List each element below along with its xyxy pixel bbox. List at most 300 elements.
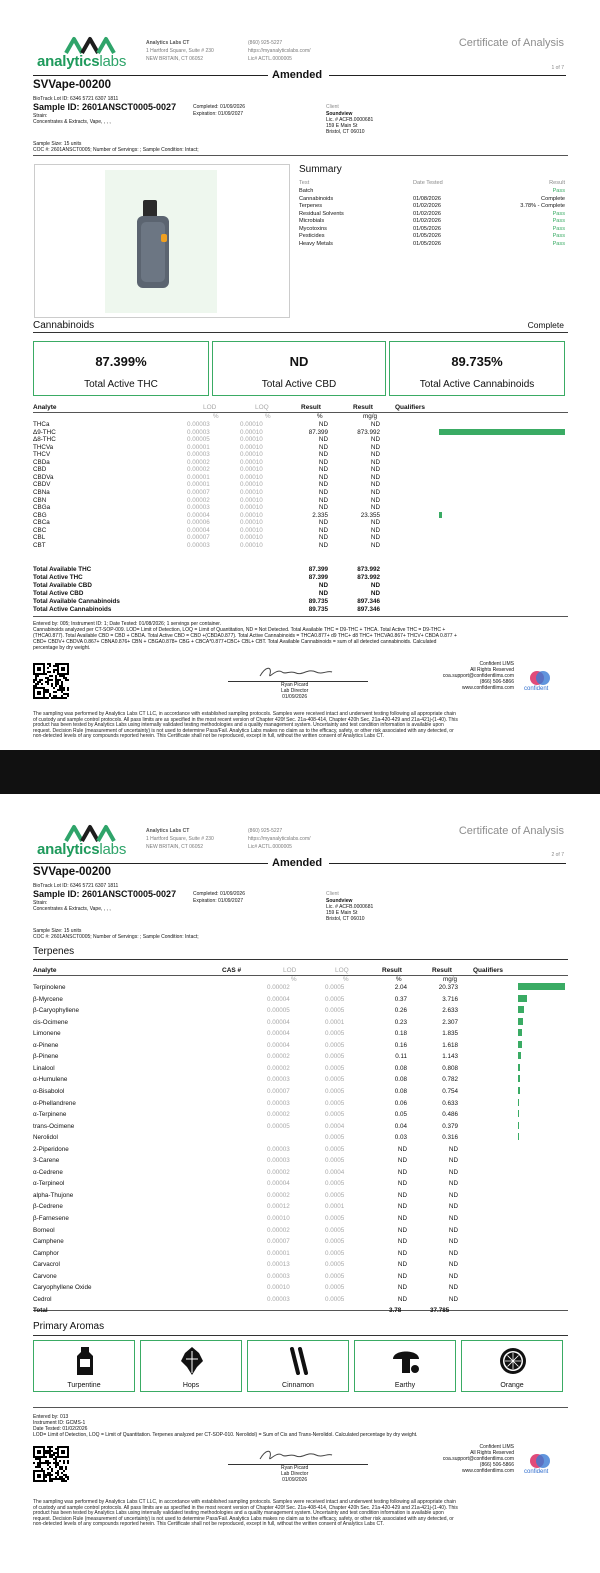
cannabinoid-row <box>33 534 568 541</box>
terpene-lod: 0.00010 <box>267 1215 290 1222</box>
terpene-bar <box>518 1052 521 1059</box>
cannabinoid-total-row <box>33 574 568 581</box>
terpene-loq: 0.0005 <box>325 1145 345 1153</box>
terpene-loq: 0.0005 <box>325 1191 345 1199</box>
terpene-pct: 0.08 <box>394 1064 407 1072</box>
terpene-bar <box>518 1064 520 1071</box>
terpene-bar <box>518 983 565 990</box>
terpene-row <box>33 1157 568 1164</box>
terpene-row <box>33 984 568 991</box>
terpene-lod: 0.00002 <box>267 984 290 991</box>
summary-title: Summary <box>299 164 342 175</box>
terpene-bar <box>518 1110 519 1117</box>
terpene-pct: 0.05 <box>394 1111 407 1119</box>
terpene-name: β-Caryophyllene <box>33 1007 79 1015</box>
terpene-row <box>33 1088 568 1095</box>
cannabinoid-pct: ND <box>318 421 328 428</box>
terpene-pct: ND <box>397 1168 407 1176</box>
terpene-lod: 0.00002 <box>267 1226 290 1234</box>
terpene-row <box>33 1250 568 1257</box>
terpene-loq: 0.0005 <box>325 1041 345 1049</box>
summary-test: Microbials <box>299 218 325 224</box>
summary-row <box>299 218 565 224</box>
cannabinoid-loq: 0.00010 <box>240 519 263 527</box>
summary-row <box>299 226 565 232</box>
terpene-mg: 0.754 <box>442 1087 458 1095</box>
terpene-row <box>33 1030 568 1037</box>
terpene-loq: 0.0005 <box>325 1261 345 1269</box>
terpene-loq: 0.0005 <box>325 1087 345 1095</box>
rule <box>33 959 568 960</box>
coa-page-1 <box>0 0 600 750</box>
qr-code-icon[interactable] <box>33 1446 69 1482</box>
cinnamon-icon <box>284 1345 314 1377</box>
cannabinoid-lod: 0.00003 <box>187 541 210 549</box>
cannabinoid-loq: 0.00010 <box>240 541 263 549</box>
terpene-mg: ND <box>448 1261 458 1269</box>
cannabinoid-pct: ND <box>318 443 328 451</box>
terpene-name: α-Phellandrene <box>33 1099 76 1107</box>
cannabinoid-row <box>33 512 568 519</box>
client-license: Lic. # ACFB.0000681 <box>326 117 374 123</box>
product-photo <box>34 164 290 318</box>
cannabinoid-name: Δ8-THC <box>33 436 56 444</box>
summary-test: Residual Solvents <box>299 210 344 217</box>
terpene-name: Limonene <box>33 1030 61 1038</box>
terpene-name: 3-Carene <box>33 1157 60 1165</box>
cannabinoid-row <box>33 542 568 549</box>
terpene-pct: ND <box>397 1238 407 1246</box>
product-name: SVVape-00200 <box>33 79 112 91</box>
terpene-loq: 0.0005 <box>325 1099 345 1107</box>
terpene-mg: ND <box>448 1238 458 1246</box>
terpene-lod: 0.00010 <box>267 1284 290 1292</box>
summary-date: 01/05/2026 <box>413 240 441 247</box>
signatory: Ryan Picard Lab Director 01/09/2026 <box>281 1465 309 1483</box>
signatory: Ryan Picard Lab Director 01/09/2026 <box>281 682 309 700</box>
amended-label: Amended <box>272 69 323 81</box>
sample-id: Sample ID: 2601ANSCT0005-0027 <box>33 889 177 899</box>
terpene-name: β-Myrcene <box>33 995 63 1003</box>
cannabinoid-name: Δ9-THC <box>33 428 56 436</box>
cannabinoid-pct: ND <box>318 488 328 496</box>
terpene-mg: 1.618 <box>442 1041 458 1049</box>
cannabinoid-total-row <box>33 606 568 613</box>
summary-result: Pass <box>552 233 565 239</box>
terpene-loq: 0.0005 <box>325 1030 345 1038</box>
terpene-bar <box>518 1018 523 1025</box>
terpene-pct: 0.08 <box>394 1087 407 1095</box>
summary-date: 01/05/2026 <box>413 233 441 239</box>
terpene-lod: 0.00004 <box>267 1041 290 1049</box>
header-rule-right <box>329 863 566 864</box>
terpene-loq: 0.0005 <box>325 1064 345 1072</box>
terpene-loq: 0.0005 <box>325 1284 345 1292</box>
summary-result: Complete <box>541 195 565 202</box>
terpene-mg: 0.782 <box>442 1076 458 1084</box>
cannabinoid-pct: ND <box>318 534 328 542</box>
summary-result: Pass <box>552 188 565 194</box>
confident-brand: confident <box>524 1469 549 1475</box>
terpene-name: Carvacrol <box>33 1261 60 1269</box>
terpene-mg: ND <box>448 1203 458 1211</box>
cannabinoid-row <box>33 481 568 488</box>
terpene-loq: 0.0005 <box>325 1249 345 1257</box>
disclaimer: The sampling was performed by Analytics Labs CT LLC, in accordance with established sampling protocols. Samples were received intact and underwent testing following all appropriate chain of custody and sample control protocols. All pass limits are as specified in the most recent version of Chapter 420f Sec. 21a-408-414, Chapter 420h Sec. 21a-420-429 and 21a-421j-(1-40). This product has been tested by Analytics Labs using internally validated testing methodologies and a quality management system. Uncertainty and test condition information is available upon request. Decision Rule (measurement of uncertainty) is not used to determine Pass/Fail. Analytics Labs makes no claim as to the efficacy, safety, or other risk associated with any detected, or non-detected levels of any compounds reported herein. This Certificate shall not be reproduced, except in full, without the written consent of Analytics Labs CT. <box>33 1499 458 1528</box>
terpene-notes: Entered by: 013 Instrument ID: GCMS-1 Date Tested: 01/02/2026 LOD= Limit of Detection, LOQ = Limit of Quantitation. Terpenes analyzed per CT-SOP-010. Nerolidol) = Sum of Cis and Trans-Nerolidol. Calculated percentage by dry weight. <box>33 1414 418 1438</box>
cannabinoid-name: CBC <box>33 526 47 534</box>
terpene-row <box>33 1146 568 1153</box>
confident-logo-icon <box>529 1453 551 1469</box>
cannabinoid-pct: ND <box>318 519 328 527</box>
cannabinoid-mg: ND <box>370 534 380 542</box>
cannabinoid-row <box>33 451 568 458</box>
cannabinoid-loq: 0.00010 <box>240 534 263 542</box>
cannabinoid-lod: 0.00004 <box>187 511 210 519</box>
cannabinoid-row <box>33 527 568 534</box>
terpene-total-row: Total 3.78 37.785 <box>33 1307 450 1314</box>
terpene-pct: ND <box>397 1191 407 1199</box>
cannabinoid-name: CBNa <box>33 488 50 496</box>
cannabinoid-total-row <box>33 598 568 605</box>
cannabinoid-row <box>33 466 568 473</box>
terpene-name: Borneol <box>33 1226 55 1234</box>
total-pct: 87.399 <box>308 573 328 581</box>
terpene-pct: ND <box>397 1295 407 1303</box>
cannabinoid-name: CBG <box>33 511 47 519</box>
logo-text: analyticslabs <box>37 53 127 70</box>
cannabinoid-mg: ND <box>370 443 380 451</box>
terpene-name: Nerolidol <box>33 1134 58 1142</box>
terpene-pct: ND <box>397 1215 407 1222</box>
cannabinoids-status: Complete <box>527 320 564 330</box>
total-mg: 897.346 <box>357 597 380 605</box>
total-mg: 873.992 <box>357 566 380 573</box>
summary-test: Heavy Metals <box>299 240 333 247</box>
cannabinoid-lod: 0.00003 <box>187 451 210 459</box>
product-name: SVVape-00200 <box>33 866 112 878</box>
sample-id: Sample ID: 2601ANSCT0005-0027 <box>33 102 177 112</box>
cannabinoid-pct: ND <box>318 458 328 466</box>
signature-icon <box>256 1447 336 1465</box>
terpene-loq: 0.0005 <box>325 1215 345 1222</box>
cannabinoid-mg: ND <box>370 451 380 459</box>
summary-result: Pass <box>552 225 565 232</box>
cannabinoid-mg: ND <box>370 481 380 489</box>
terpene-row <box>33 1192 568 1199</box>
cannabinoid-row <box>33 459 568 466</box>
terpene-name: β-Pinene <box>33 1053 59 1061</box>
terpene-pct: 0.23 <box>394 1018 407 1026</box>
terpene-row <box>33 1019 568 1026</box>
terpene-loq: 0.0005 <box>325 1076 345 1084</box>
cannabinoid-loq: 0.00010 <box>240 481 263 489</box>
terpene-lod: 0.00002 <box>267 1064 290 1072</box>
cannabinoid-row <box>33 519 568 526</box>
cannabinoid-mg: ND <box>370 473 380 481</box>
summary-date: 01/08/2026 <box>413 195 441 202</box>
terpene-mg: ND <box>448 1272 458 1280</box>
cannabinoid-loq: 0.00010 <box>240 526 263 534</box>
terpene-loq: 0.0005 <box>325 1226 345 1234</box>
terpene-loq: 0.0005 <box>325 1180 345 1188</box>
cannabinoid-lod: 0.00007 <box>187 488 210 496</box>
orange-slice-icon <box>498 1345 528 1377</box>
total-name: Total Available CBD <box>33 581 92 589</box>
disclaimer: The sampling was performed by Analytics Labs CT LLC, in accordance with established sampling protocols. Samples were received intact and underwent testing following all appropriate chain of custody and sample control protocols. All pass limits are as specified in the most recent version of Chapter 420f Sec. 21a-408-414, Chapter 420h Sec. 21a-420-429 and 21a-421j-(1-40). This product has been tested by Analytics Labs using internally validated testing methodologies and a quality management system. Uncertainty and test condition information is available upon request. Decision Rule (measurement of uncertainty) is not used to determine Pass/Fail. Analytics Labs makes no claim as to the efficacy, safety, or other risk associated with any detected, or non-detected levels of any compounds reported herein. This Certificate shall not be reproduced, except in full, without the written consent of Analytics Labs CT. <box>33 711 458 740</box>
confident-logo-icon <box>529 670 551 686</box>
terpene-loq: 0.0005 <box>325 1238 345 1246</box>
summary-test: Cannabinoids <box>299 195 334 202</box>
terpene-pct: 0.06 <box>394 1099 407 1107</box>
cannabinoid-pct: ND <box>318 504 328 512</box>
cannabinoid-total-row <box>33 590 568 597</box>
terpene-row <box>33 1123 568 1130</box>
cannabinoid-name: CBL <box>33 534 46 542</box>
page-separator <box>0 750 600 794</box>
terpene-mg: ND <box>448 1157 458 1165</box>
lab-contact: (860) 925-5227 https://myanalyticslabs.com/ Lic# ACTL.0000005 <box>248 828 311 850</box>
summary-test: Terpenes <box>299 203 323 209</box>
terpene-loq: 0.0001 <box>325 1018 345 1026</box>
cannabinoid-total-row <box>33 582 568 589</box>
terpene-loq: 0.0001 <box>325 1203 345 1211</box>
terpene-row <box>33 1007 568 1014</box>
terpene-name: 2-Piperidone <box>33 1145 69 1153</box>
terpene-lod: 0.00007 <box>267 1087 290 1095</box>
terpene-mg: 1.835 <box>442 1030 458 1038</box>
summary-result: 3.78% - Complete <box>520 203 565 209</box>
sample-size: Sample Size: 15 units <box>33 928 82 934</box>
cannabinoid-name: CBD <box>33 466 47 474</box>
cannabinoid-lod: 0.00003 <box>187 428 210 436</box>
total-mg: 897.346 <box>357 605 380 613</box>
lims-info: Confident LIMS All Rights Reserved coa.support@confidentlims.com (866) 506-5866 www.confidentlims.com <box>442 661 514 691</box>
terpene-lod: 0.00012 <box>267 1203 290 1211</box>
total-mg: ND <box>370 581 380 589</box>
terpene-name: α-Terpineol <box>33 1180 65 1188</box>
terpene-lod: 0.00003 <box>267 1157 290 1165</box>
biotrack-id: BioTrack Lot ID: 6346 5721 6307 1811 <box>33 96 119 102</box>
cannabinoid-pct: ND <box>318 481 328 489</box>
cannabinoid-row <box>33 474 568 481</box>
terpene-lod: 0.00001 <box>267 1249 290 1257</box>
client-name: Soundview <box>326 111 353 117</box>
terpene-mg: ND <box>448 1284 458 1292</box>
cannabinoid-name: THCVa <box>33 443 54 451</box>
cannabinoid-pct: ND <box>318 451 328 459</box>
terpene-row <box>33 1227 568 1234</box>
terpenes-title: Terpenes <box>33 946 75 957</box>
terpene-pct: 0.04 <box>394 1122 407 1130</box>
terpene-bar <box>518 995 527 1002</box>
terpene-row <box>33 1076 568 1083</box>
hops-icon <box>177 1345 207 1377</box>
header-rule-left <box>33 863 268 864</box>
terpene-mg: 0.316 <box>442 1134 458 1142</box>
total-name: Total Active Cannabinoids <box>33 605 112 613</box>
cannabinoid-lod: 0.00001 <box>187 481 210 489</box>
terpene-row <box>33 1042 568 1049</box>
terpene-mg: 0.633 <box>442 1099 458 1107</box>
summary-header: Test Date Tested Result <box>299 180 565 186</box>
terpene-mg: 1.143 <box>442 1053 458 1061</box>
terpene-row <box>33 1134 568 1141</box>
terpene-name: Linalool <box>33 1064 55 1072</box>
cannabinoid-pct: ND <box>318 436 328 444</box>
cannabinoid-mg: ND <box>370 526 380 534</box>
total-name: Total Active CBD <box>33 589 84 597</box>
cannabinoid-lod: 0.00002 <box>187 496 210 504</box>
coc-line: COC #: 2601ANSCT0005; Number of Servings: ; Sample Condition: Intact; <box>33 147 199 153</box>
coa-title: Certificate of Analysis <box>458 825 564 837</box>
terpene-loq: 0.0005 <box>325 1007 345 1015</box>
terpene-mg: ND <box>448 1226 458 1234</box>
terpene-name: β-Cedrene <box>33 1203 63 1211</box>
cannabinoid-mg: ND <box>370 504 380 512</box>
cannabinoid-name: CBDV <box>33 481 51 489</box>
terpene-bar <box>518 1122 519 1129</box>
cannabinoid-loq: 0.00010 <box>240 436 263 444</box>
client-address-1: 159 E Main St <box>326 123 358 129</box>
terpene-pct: 0.08 <box>394 1076 407 1084</box>
total-name: Total Available THC <box>33 566 92 573</box>
cannabinoid-lod: 0.00006 <box>187 519 210 527</box>
total-pct: 89.735 <box>308 597 328 605</box>
cannabinoid-loq: 0.00010 <box>240 488 263 496</box>
cannabinoid-name: CBN <box>33 496 47 504</box>
cannabinoid-pct: 87.399 <box>308 428 328 436</box>
total-active-thc-box: 87.399% Total Active THC <box>33 341 209 396</box>
terpene-mg: ND <box>448 1168 458 1176</box>
summary-row <box>299 203 565 209</box>
terpene-row <box>33 1296 568 1303</box>
cannabinoid-loq: 0.00010 <box>240 443 263 451</box>
cannabinoid-row <box>33 436 568 443</box>
terpene-row <box>33 1111 568 1118</box>
terpene-loq: 0.0005 <box>325 984 345 991</box>
cannabinoid-name: CBDVa <box>33 473 54 481</box>
terpene-lod: 0.00005 <box>267 1007 290 1015</box>
cannabinoid-mg: ND <box>370 541 380 549</box>
terpene-pct: 0.03 <box>394 1134 407 1142</box>
terpene-row <box>33 1169 568 1176</box>
vape-device-icon <box>133 200 173 290</box>
cannabinoid-name: CBGa <box>33 504 51 512</box>
terpene-mg: ND <box>448 1191 458 1199</box>
terpene-row <box>33 1180 568 1187</box>
terpene-name: Camphor <box>33 1249 59 1257</box>
terpene-bar <box>518 1029 522 1036</box>
cannabinoid-mg: ND <box>370 458 380 466</box>
cannabinoid-mg: ND <box>370 436 380 444</box>
terpene-loq: 0.0004 <box>325 1168 345 1176</box>
cannabinoid-row <box>33 489 568 496</box>
total-active-cbd-box: ND Total Active CBD <box>212 341 386 396</box>
cannabinoid-total-row <box>33 566 568 573</box>
coa-page-2 <box>0 794 600 1573</box>
terpene-pct: 0.37 <box>394 995 407 1003</box>
rule <box>33 155 568 156</box>
terpene-pct: ND <box>397 1261 407 1269</box>
terpene-lod: 0.00003 <box>267 1099 290 1107</box>
total-pct: ND <box>318 581 328 589</box>
total-pct: 89.735 <box>308 605 328 613</box>
terpene-name: α-Cedrene <box>33 1168 63 1176</box>
aroma-turpentine: Turpentine <box>33 1340 135 1392</box>
strain: Strain: <box>33 113 48 119</box>
summary-panel <box>299 164 565 264</box>
terpene-lod: 0.00002 <box>267 1053 290 1061</box>
terpene-pct: ND <box>397 1180 407 1188</box>
terpene-loq: 0.0005 <box>325 1157 345 1165</box>
terpene-mg: ND <box>448 1295 458 1303</box>
client-address-1: 159 E Main St <box>326 910 358 916</box>
aroma-earthy: Earthy <box>354 1340 456 1392</box>
terpene-bar <box>518 1133 519 1140</box>
cannabinoid-loq: 0.00010 <box>240 511 263 519</box>
terpene-loq: 0.0005 <box>325 1272 345 1280</box>
cannabinoid-loq: 0.00010 <box>240 428 263 436</box>
cannabinoid-loq: 0.00010 <box>240 496 263 504</box>
summary-row <box>299 241 565 247</box>
terpene-name: Cedrol <box>33 1295 52 1303</box>
terpene-row <box>33 1273 568 1280</box>
aroma-cinnamon: Cinnamon <box>247 1340 349 1392</box>
coc-line: COC #: 2601ANSCT0005; Number of Servings: ; Sample Condition: Intact; <box>33 934 199 940</box>
summary-row <box>299 196 565 202</box>
terpene-loq: 0.0005 <box>325 995 345 1003</box>
terpene-mg: ND <box>448 1215 458 1222</box>
cannabinoid-mg: ND <box>370 488 380 496</box>
cannabinoid-bar <box>439 429 565 435</box>
terpene-pct: ND <box>397 1272 407 1280</box>
terpene-pct: 0.11 <box>395 1053 407 1061</box>
cannabinoid-pct: ND <box>318 466 328 474</box>
terpene-bar <box>518 1041 522 1048</box>
cannabinoid-mg: ND <box>370 496 380 504</box>
cannabinoid-loq: 0.00010 <box>240 458 263 466</box>
terpene-name: alpha-Thujone <box>33 1191 74 1199</box>
terpene-mg: 0.808 <box>442 1064 458 1072</box>
summary-date: 01/02/2026 <box>413 218 441 224</box>
cannabinoid-lod: 0.00002 <box>187 458 210 466</box>
cannabinoid-pct: ND <box>318 496 328 504</box>
sample-size: Sample Size: 15 units <box>33 141 82 147</box>
terpene-table-header: Analyte CAS # LOD LOQ Result Result Qualifiers <box>33 967 503 974</box>
cannabinoid-notes: Entered by: 005; Instrument ID: 1; Date Tested: 01/08/2026; 1 servings per container. Cannabinoids analyzed per CT-SOP-009. LOD= Limit of Detection, LOQ = Limit of Quantitation, ND = Not Detected. Total Available THC = D9-THC + THCA. Total Active THC = D9-THC + (THCA0.877). Total Available CBD = CBD + CBDA. Total Active CBD = CBD +(CBDA0.877). Total Active Cannabinoids = THCA0.877+ d9 THC+ d8 THC+ THCVA0.867+ THCV+ CBDA 0.877 + CBD+ CBDV+ CBDVA 0.867+ CBNA0.876+ CBN + CBGA0.878+ CBG + CBCA*0.877+CBC+ CBL+ CBT. Total Available Cannabinoids = sum of all detected cannabinoids. Calculated percentage by dry weight. <box>33 621 457 651</box>
cannabinoid-table-units: % % % mg/g <box>213 413 377 420</box>
cannabinoid-row <box>33 421 568 428</box>
terpene-lod: 0.00004 <box>267 1018 290 1026</box>
cannabinoid-lod: 0.00003 <box>187 421 210 428</box>
terpene-pct: 2.04 <box>394 984 407 991</box>
cannabinoid-loq: 0.00010 <box>240 473 263 481</box>
header-rule-right <box>329 75 566 76</box>
terpene-name: α-Terpinene <box>33 1111 67 1119</box>
summary-row <box>299 188 565 194</box>
cannabinoid-pct: ND <box>318 473 328 481</box>
qr-code-icon[interactable] <box>33 663 69 699</box>
client-license: Lic. # ACFB.0000681 <box>326 904 374 910</box>
aroma-hops: Hops <box>140 1340 242 1392</box>
cannabinoid-loq: 0.00010 <box>240 451 263 459</box>
summary-result: Pass <box>552 218 565 224</box>
expiration-date: Expiration: 01/09/2027 <box>193 111 244 117</box>
terpene-row <box>33 1100 568 1107</box>
terpene-pct: ND <box>397 1226 407 1234</box>
cannabinoid-mg: 23.355 <box>360 511 380 519</box>
